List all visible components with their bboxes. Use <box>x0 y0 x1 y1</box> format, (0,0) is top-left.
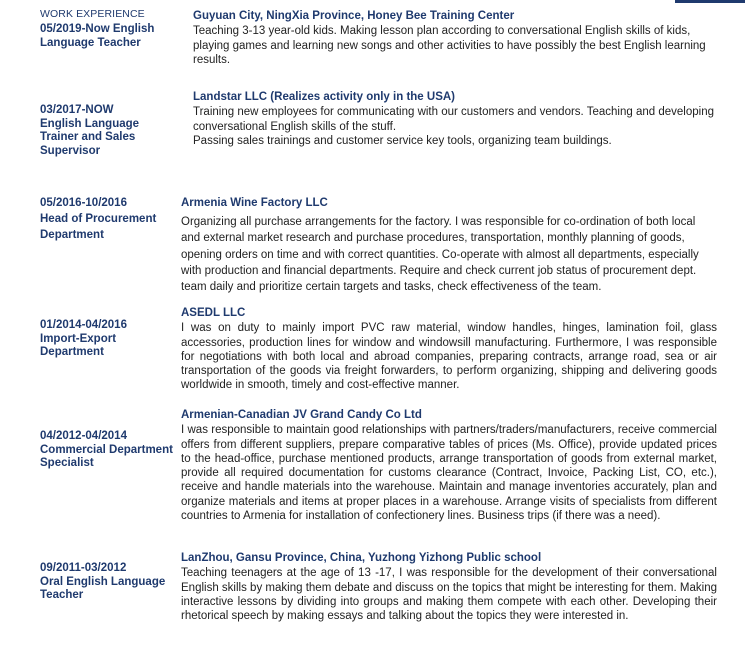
entry-dates-block <box>40 430 175 471</box>
entry-description <box>181 423 717 523</box>
entry-employer: Armenia Wine Factory LLC <box>181 197 328 209</box>
entry-employer: Guyuan City, NingXia Province, Honey Bee Training Center <box>193 10 515 22</box>
entry-content <box>181 195 717 295</box>
entry-dates-block <box>40 23 175 50</box>
entry-role: Head of Procurement Department <box>40 213 157 241</box>
entry-description <box>181 214 717 295</box>
entry-content <box>181 551 717 623</box>
entry-description-paragraph: Teaching teenagers at the age of 13 -17, I was responsible for the development of their conversational English skills by making them debate and discuss on the topics that might be interesting for them. Making interactive lessons by dividing into groups and making them compete with each other. Developing their rhetorical speech by making essays and talking about the topics they were interested in. <box>181 567 717 623</box>
entry-employer: LanZhou, Gansu Province, China, Yuzhong Yizhong Public school <box>181 552 542 564</box>
entry-role: English Language Trainer and Sales Supervisor <box>40 117 140 157</box>
entry-employer: Landstar LLC (Realizes activity only in the USA) <box>193 91 455 103</box>
entry-dates: 09/2011-03/2012 <box>40 562 127 574</box>
entry-dates: 05/2019-Now English <box>40 23 155 35</box>
entry-employer: ASEDL LLC <box>181 307 246 319</box>
entry-dates: 04/2012-04/2014 <box>40 430 127 442</box>
entry-description <box>193 24 717 67</box>
entry-content <box>193 9 717 67</box>
entry-dates: 03/2017-NOW <box>40 104 114 116</box>
entry-content <box>181 306 717 393</box>
entry-role: Oral English Language Teacher <box>40 575 166 601</box>
entry-description <box>181 321 717 392</box>
entry-dates-block <box>40 562 175 603</box>
entry-employer: Armenian-Canadian JV Grand Candy Co Ltd <box>181 409 422 421</box>
entry-role: Language Teacher <box>40 36 141 49</box>
section-label: WORK EXPERIENCE <box>40 8 145 20</box>
entry-dates: 01/2014-04/2016 <box>40 319 127 331</box>
entry-description-paragraph: Training new employees for communicating with our customers and vendors. Teaching and developing conversational English skills of the stuff. <box>193 106 714 133</box>
entry-dates-block <box>40 104 175 158</box>
entry-content <box>193 90 717 148</box>
entry-description <box>181 566 717 623</box>
entry-role: Import-Export Department <box>40 332 117 358</box>
entry-dates-block <box>40 319 175 360</box>
entry-description-paragraph: Organizing all purchase arrangements for the factory. I was responsible for co-ordination of both local and external market research and purchase procedures, transportation, monthly planning of goods, opening orders on time and with correct quantities. Co-operate with almost all departments, especially with production and financial departments. Require and check current job status of procurement dept. team daily and prioritize certain targets and tasks, check effectiveness of the team. <box>181 216 699 294</box>
entry-description-paragraph: Passing sales trainings and customer service key tools, organizing team buildings. <box>193 134 612 147</box>
header-rule <box>675 0 745 3</box>
entry-description-paragraph: Teaching 3-13 year-old kids. Making lesson plan according to conversational English skills of kids, playing games and learning new songs and other activities to have possibly the best English learning results. <box>193 25 706 66</box>
entry-dates-block <box>40 195 175 243</box>
entry-description <box>193 105 717 148</box>
entry-content <box>181 408 717 523</box>
entry-dates: 05/2016-10/2016 <box>40 197 127 209</box>
entry-role: Commercial Department Specialist <box>40 443 173 469</box>
entry-description-paragraph: I was on duty to mainly import PVC raw material, window handles, hinges, lamination foil, glass accessories, production lines for window and windowsill manufacturing. Furthermore, I was responsible for negotiations with both local and abroad companies, preparing contracts, arrange road, sea or air transportation of the goods via freight forwarders, to perform organizing, shipping and delivering goods worldwide in smooth, timely and cost-effective manner. <box>181 322 717 392</box>
entry-description-paragraph: I was responsible to maintain good relationships with partners/traders/manufacturers, receive commercial offers from different suppliers, prepare comparative tables of prices (Ms. Office), provide updated prices to the head-office, purchase mentioned products, arrange transportation of goods from external market, provide all required documentation for customs clearance (Contract, Invoice, Packing List, CO, etc.), receive and handle materials into the warehouse. Maintain and manage inventories accurately, plan and organize materials and items at proper places in a warehouse. Arrange visits of specialists from different countries to Armenia for installation of confectionery lines. Business trips (if there was a need). <box>181 424 717 523</box>
